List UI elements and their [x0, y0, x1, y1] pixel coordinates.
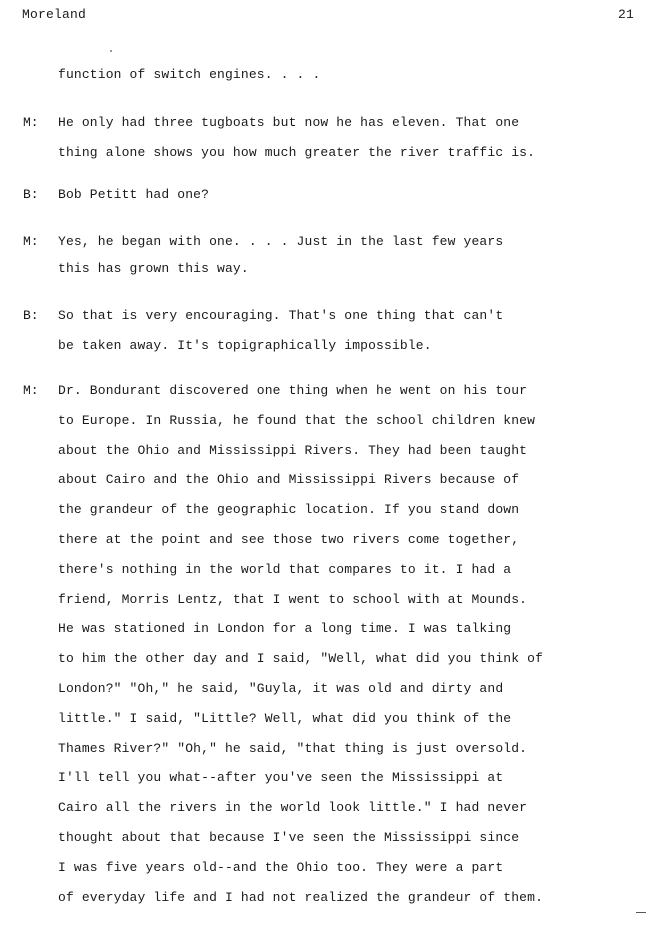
- transcript-line: to Europe. In Russia, he found that the school children knew: [58, 412, 536, 428]
- transcript-line: Bob Petitt had one?: [58, 187, 210, 202]
- transcript-line: there's nothing in the world that compares to it. I had a: [58, 561, 512, 577]
- speaker-label: B:: [23, 308, 39, 323]
- speaker-label: B:: [23, 187, 39, 202]
- transcript-line: of everyday life and I had not realized the grandeur of them.: [58, 889, 544, 905]
- transcript-line: this has grown this way.: [58, 261, 249, 276]
- transcript-line: I was five years old--and the Ohio too. They were a part: [58, 859, 504, 875]
- transcript-line: there at the point and see those two rivers come together,: [58, 532, 520, 547]
- transcript-line: Yes, he began with one. . . . Just in the last few years: [58, 234, 504, 249]
- speaker-label: M:: [23, 234, 39, 249]
- transcript-line: Cairo all the rivers in the world look little." I had never: [58, 800, 528, 816]
- transcript-line: thing alone shows you how much greater the river traffic is.: [58, 145, 536, 160]
- transcript-line: London?" "Oh," he said, "Guyla, it was old and dirty and: [58, 681, 504, 696]
- transcript-line: So that is very encouraging. That's one thing that can't: [58, 308, 504, 323]
- transcript-line: thought about that because I've seen the Mississippi since: [58, 830, 520, 845]
- page-header-name: Moreland: [22, 7, 87, 22]
- transcript-line: about Cairo and the Ohio and Mississippi Rivers because of: [58, 472, 520, 488]
- transcript-line: the grandeur of the geographic location. If you stand down: [58, 502, 520, 518]
- transcript-line: to him the other day and I said, "Well, what did you think of: [58, 651, 544, 667]
- transcript-line: little." I said, "Little? Well, what did you think of the: [58, 710, 512, 726]
- transcript-line: function of switch engines. . . .: [58, 67, 321, 82]
- transcript-line: friend, Morris Lentz, that I went to school with at Mounds.: [58, 591, 528, 607]
- transcript-line: Dr. Bondurant discovered one thing when he went on his tour: [58, 383, 528, 398]
- transcript-line: He was stationed in London for a long time. I was talking: [58, 621, 512, 637]
- speaker-label: M:: [23, 383, 39, 398]
- transcript-line: be taken away. It's topigraphically impossible.: [58, 338, 432, 353]
- transcript-line: He only had three tugboats but now he has eleven. That one: [58, 115, 520, 130]
- margin-mark: [636, 912, 646, 913]
- speaker-label: M:: [23, 115, 39, 130]
- transcript-line: about the Ohio and Mississippi Rivers. They had been taught: [58, 442, 528, 458]
- page-number: 21: [618, 7, 635, 22]
- transcript-line: Thames River?" "Oh," he said, "that thing is just oversold.: [58, 740, 528, 756]
- scan-speck: [110, 50, 112, 52]
- transcript-line: I'll tell you what--after you've seen the Mississippi at: [58, 770, 504, 786]
